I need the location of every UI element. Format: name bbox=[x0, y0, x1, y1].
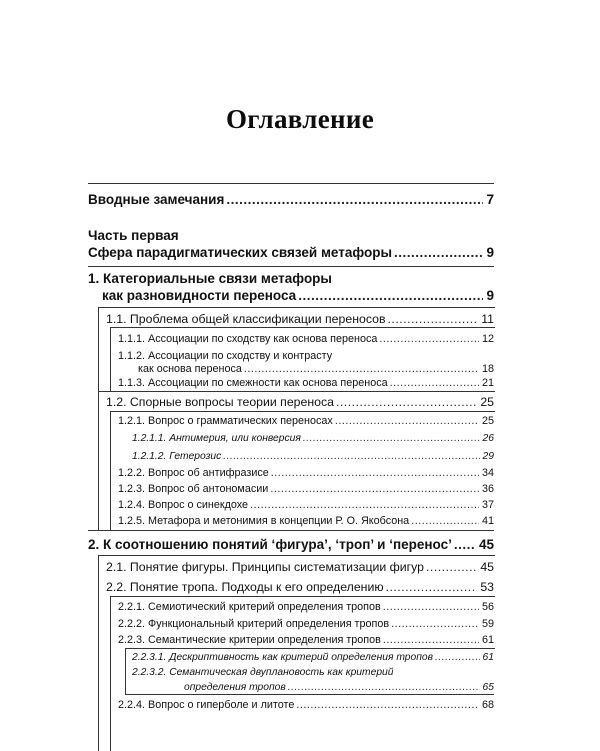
toc-entry-1-2-5[interactable] bbox=[118, 515, 494, 528]
leader-dots bbox=[296, 699, 479, 712]
toc-page-number: 9 bbox=[486, 245, 494, 260]
toc-entry-intro[interactable] bbox=[88, 183, 494, 209]
toc-entry-label: Вводные замечания bbox=[88, 192, 225, 207]
leader-dots bbox=[390, 377, 479, 390]
toc-entry-2-2-1[interactable] bbox=[118, 601, 494, 614]
leader-dots bbox=[288, 682, 480, 695]
toc-entry-1-2-3[interactable] bbox=[118, 483, 494, 496]
toc-entry-line: 1.1.2. Ассоциации по сходству и контрасту bbox=[118, 350, 333, 362]
leader-dots bbox=[244, 363, 479, 376]
toc-page-number: 21 bbox=[481, 377, 494, 389]
leader-dots bbox=[298, 288, 483, 305]
toc-page-number: 56 bbox=[481, 601, 494, 613]
toc-entry-2-2-3[interactable] bbox=[118, 634, 494, 647]
toc-entry-label: 1.1.3. Ассоциации по смежности как основа переноса bbox=[118, 377, 388, 389]
leader-dots bbox=[270, 483, 479, 496]
toc-entry-2-2-3-2[interactable] bbox=[184, 682, 494, 695]
toc-entry-1-2[interactable] bbox=[106, 395, 494, 410]
toc-entry-1-1[interactable] bbox=[106, 312, 494, 327]
toc-page-number: 59 bbox=[481, 618, 494, 630]
toc-page-number: 45 bbox=[480, 560, 494, 574]
toc-entry-label: как разновидности переноса bbox=[102, 288, 297, 303]
toc-entry-2-2-2[interactable] bbox=[118, 618, 494, 631]
leader-dots bbox=[391, 618, 479, 631]
toc-entry-line: 2.2.3.2. Семантическая двуплановость как критерий bbox=[132, 667, 394, 678]
toc-entry-label: 1.2. Спорные вопросы теории переноса bbox=[106, 395, 334, 409]
toc-page-number: 26 bbox=[482, 433, 494, 444]
toc-entry-1-2-1-1[interactable] bbox=[132, 433, 494, 446]
toc-entry-label: 2. К соотношению понятий ‘фигура’, ‘троп’ и ‘перенос’ bbox=[88, 537, 452, 552]
toc-entry-2-1[interactable] bbox=[106, 560, 494, 575]
toc-page-number: 41 bbox=[481, 515, 494, 527]
toc-entry-label: 1.1. Проблема общей классификации переносов bbox=[106, 312, 386, 326]
leader-dots bbox=[435, 652, 480, 665]
toc-entry-label: 2.2.2. Функциональный критерий определения тропов bbox=[118, 618, 390, 630]
leader-dots bbox=[303, 433, 480, 446]
toc-page-number: 25 bbox=[481, 415, 494, 427]
toc-entry-label: 1.2.3. Вопрос об антономасии bbox=[118, 483, 269, 495]
chapter-1-frame bbox=[88, 266, 494, 268]
toc-entry-1-1-1[interactable] bbox=[118, 333, 494, 346]
toc-entry-label: определения тропов bbox=[184, 682, 286, 693]
toc-entry-label: 2.2.3.1. Дескриптивность как критерий определения тропов bbox=[132, 652, 434, 663]
toc-page-number: 29 bbox=[482, 451, 494, 462]
toc-entry-label: 2.1. Понятие фигуры. Принципы систематизации фигур bbox=[106, 560, 424, 574]
toc-entry-label: 1.2.4. Вопрос о синекдохе bbox=[118, 499, 249, 511]
toc-page-number: 65 bbox=[482, 682, 494, 693]
leader-dots bbox=[335, 415, 479, 428]
toc-entry-ch1[interactable] bbox=[102, 288, 494, 305]
toc-entry-label: 1.2.2. Вопрос об антифразисе bbox=[118, 467, 269, 479]
toc-entry-label: 2.2.1. Семиотический критерий определения тропов bbox=[118, 601, 381, 613]
toc-page-number: 61 bbox=[481, 634, 494, 646]
toc-entry-label: 1.2.1.2. Гетерозис bbox=[132, 451, 222, 462]
toc-chapter-heading: 1. Категориальные связи метафоры bbox=[88, 271, 332, 286]
leader-dots bbox=[411, 515, 479, 528]
toc-page-number: 7 bbox=[486, 192, 494, 207]
toc-entry-ch2[interactable] bbox=[88, 530, 494, 554]
toc-entry-2-2-4[interactable] bbox=[118, 694, 494, 712]
toc-entry-1-2-2[interactable] bbox=[118, 467, 494, 480]
toc-entry-part1[interactable] bbox=[88, 245, 494, 262]
leader-dots bbox=[426, 560, 477, 575]
toc-entry-label: 2.2. Понятие тропа. Подходы к его определению bbox=[106, 580, 384, 594]
leader-dots bbox=[386, 580, 478, 595]
toc-entry-2-2[interactable] bbox=[106, 580, 494, 595]
toc-entry-1-2-1-2[interactable] bbox=[132, 451, 494, 464]
toc-page-number: 37 bbox=[481, 499, 494, 511]
toc-page-number: 12 bbox=[481, 333, 494, 345]
toc-entry-label: Сфера парадигматических связей метафоры bbox=[88, 245, 393, 260]
leader-dots bbox=[223, 451, 479, 464]
toc-page-number: 45 bbox=[478, 537, 494, 552]
toc-page-number: 36 bbox=[481, 483, 494, 495]
leader-dots bbox=[379, 333, 479, 346]
toc-page-number: 9 bbox=[486, 288, 494, 303]
page-title: Оглавление bbox=[226, 104, 374, 134]
toc-page-number: 25 bbox=[480, 395, 494, 409]
toc-page-number: 61 bbox=[482, 652, 494, 663]
toc-page-number: 68 bbox=[481, 699, 494, 711]
toc-page-number: 53 bbox=[480, 580, 494, 594]
leader-dots bbox=[250, 499, 479, 512]
toc-entry-label: 1.2.5. Метафора и метонимия в концепции Р. О. Якобсона bbox=[118, 515, 410, 527]
leader-dots bbox=[226, 192, 483, 209]
toc-entry-label: как основа переноса bbox=[138, 363, 242, 375]
leader-dots bbox=[387, 312, 478, 327]
toc-entry-label: 1.2.1.1. Антимерия, или конверсия bbox=[132, 433, 301, 444]
leader-dots bbox=[336, 395, 477, 410]
leader-dots bbox=[394, 245, 483, 262]
leader-dots bbox=[454, 537, 476, 554]
toc-page-number: 18 bbox=[481, 363, 494, 375]
toc-entry-2-2-3-1[interactable] bbox=[132, 652, 494, 665]
toc-page-number: 34 bbox=[481, 467, 494, 479]
toc-page-number: 11 bbox=[481, 312, 494, 326]
toc-entry-1-2-1[interactable] bbox=[118, 415, 494, 428]
toc-entry-label: 1.1.1. Ассоциации по сходству как основа переноса bbox=[118, 333, 378, 345]
leader-dots bbox=[383, 634, 479, 647]
toc-entry-label: 1.2.1. Вопрос о грамматических переносах bbox=[118, 415, 333, 427]
leader-dots bbox=[271, 467, 479, 480]
toc-entry-label: 2.2.4. Вопрос о гиперболе и литоте bbox=[118, 699, 295, 711]
toc-entry-1-2-4[interactable] bbox=[118, 499, 494, 512]
toc-part-heading: Часть первая bbox=[88, 228, 179, 243]
toc-entry-1-1-3[interactable] bbox=[118, 377, 494, 390]
toc-entry-1-1-2[interactable] bbox=[138, 363, 494, 376]
leader-dots bbox=[383, 601, 479, 614]
toc-entry-label: 2.2.3. Семантические критерии определения тропов bbox=[118, 634, 381, 646]
